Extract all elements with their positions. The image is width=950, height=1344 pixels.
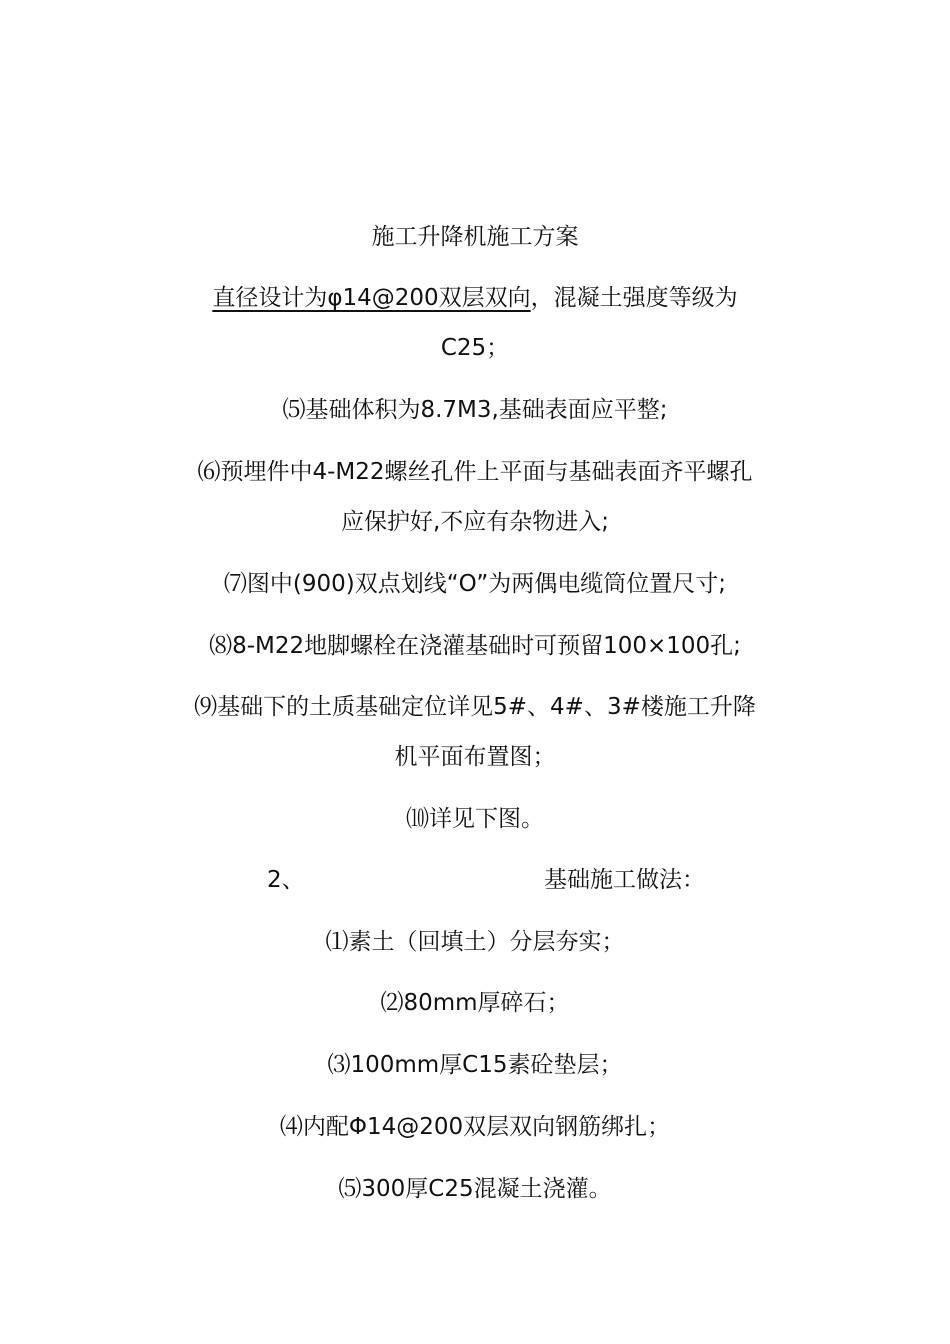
item-7: ⑺图中(900)双点划线“O”为两偶电缆筒位置尺寸; (223, 571, 727, 597)
step-3: ⑶100mm厚C15素砼垫层； (327, 1052, 623, 1078)
item-5: ⑸基础体积为8.7M3,基础表面应平整; (282, 397, 668, 423)
item-6-line-1: ⑹预埋件中4-M22螺丝孔件上平面与基础表面齐平螺孔 (197, 459, 753, 485)
step-1: ⑴素土（回填土）分层夯实； (325, 929, 625, 955)
item-9-line-2: 机平面布置图； (394, 744, 556, 770)
item-6-line-2: 应保护好,不应有杂物进入; (340, 509, 610, 535)
step-5: ⑸300厚C25混凝土浇灌。 (338, 1176, 612, 1202)
item-9-line-1: ⑼基础下的土质基础定位详见5#、4#、3#楼施工升降 (194, 694, 756, 720)
section-title: 基础施工做法： (544, 867, 705, 893)
item-10: ⑽详见下图。 (406, 806, 544, 832)
item-8: ⑻8-M22地脚螺栓在浇灌基础时可预留100×100孔; (209, 633, 741, 659)
step-4: ⑷内配Φ14@200双层双向钢筋绑扎； (279, 1114, 671, 1140)
intro-underlined-text: 直径设计为φ14@200双层双向 (212, 285, 531, 311)
section-number: 2、 (267, 867, 305, 893)
step-2: ⑵80mm厚碎石； (380, 990, 570, 1016)
document-title: 施工升降机施工方案 (371, 224, 579, 250)
intro-line-2: C25； (440, 335, 510, 361)
intro-line-1 (0, 283, 950, 313)
intro-rest-text: ，混凝土强度等级为 (530, 285, 738, 311)
